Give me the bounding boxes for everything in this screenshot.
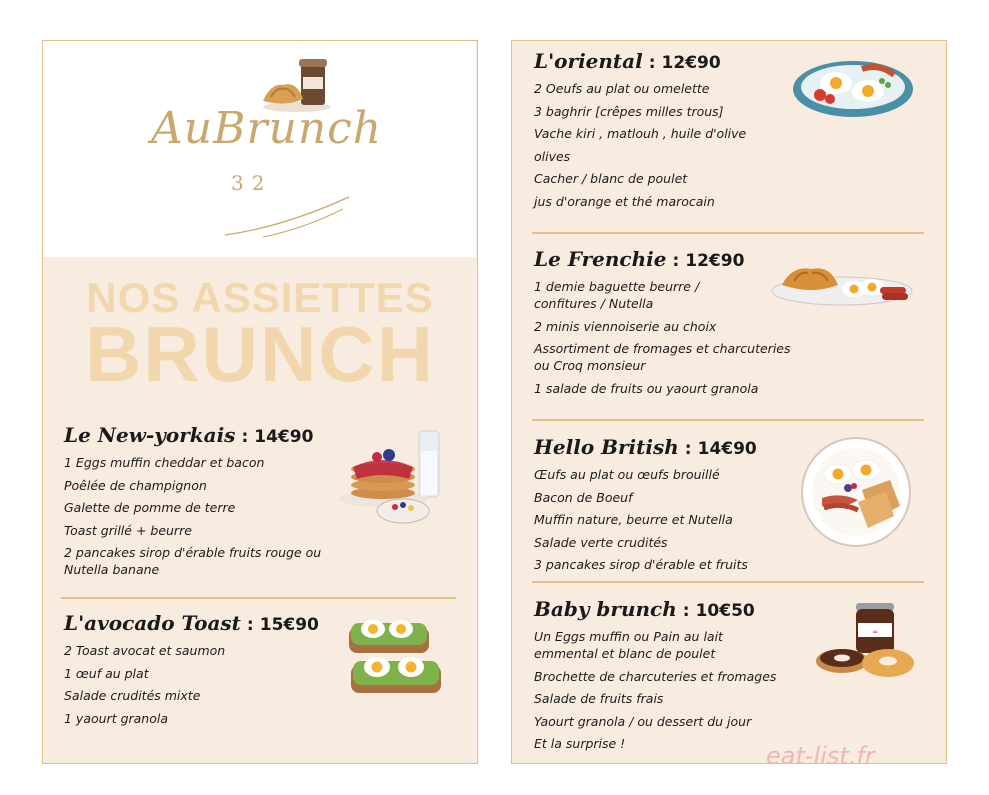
- colon: :: [241, 427, 249, 447]
- menu-item: 1 œuf au plat: [64, 665, 149, 681]
- brand-name: AuBrunch: [151, 103, 383, 154]
- section-divider: [532, 232, 924, 234]
- pancakes-icon: [339, 427, 449, 527]
- avocado-toast-icon: [343, 613, 447, 697]
- menu-item: Vache kiri , matlouh , huile d'olive: [534, 126, 747, 141]
- section-price: 12€90: [661, 53, 721, 73]
- menu-item: Œufs au plat ou œufs brouillé: [534, 467, 720, 482]
- menu-item: Brochette de charcuteries et fromages: [534, 668, 777, 684]
- item-list: [64, 454, 364, 578]
- menu-item: Galette de pomme de terre: [64, 500, 236, 515]
- right-menu-panel: [511, 40, 947, 764]
- section-price: 15€90: [259, 615, 319, 635]
- menu-item: Et la surprise !: [534, 736, 626, 751]
- section-name: Le New-yorkais: [64, 423, 236, 447]
- section-name: Le Frenchie: [534, 247, 667, 271]
- nutella-donut-icon: [812, 599, 918, 683]
- menu-section-oriental: [534, 49, 824, 215]
- menu-item: Salade verte crudités: [534, 534, 668, 550]
- menu-item: Un Eggs muffin ou Pain au lait emmental et blanc de poulet: [534, 629, 723, 661]
- menu-item: Salade crudités mixte: [64, 688, 201, 703]
- menu-item: Yaourt granola / ou dessert du jour: [534, 713, 752, 729]
- section-header: [534, 435, 814, 463]
- item-list: [534, 80, 824, 210]
- swoosh-decoration: [223, 191, 353, 241]
- british-breakfast-icon: [800, 436, 912, 548]
- menu-section-baby-brunch: [534, 597, 834, 758]
- section-name: Hello British: [534, 435, 679, 459]
- menu-section-avocado-toast: [64, 611, 364, 732]
- section-header: [534, 597, 834, 625]
- menu-item: Bacon de Boeuf: [534, 489, 633, 505]
- menu-item: 3 baghrir [crêpes milles trous]: [534, 103, 724, 119]
- section-header: [64, 423, 364, 451]
- menu-item: olives: [534, 148, 571, 164]
- colon: :: [684, 439, 692, 459]
- menu-item: jus d'orange et thé marocain: [534, 193, 715, 209]
- svg-text:≈: ≈: [872, 628, 878, 636]
- headline-line2: BRUNCH: [85, 310, 435, 398]
- section-header: [64, 611, 364, 639]
- item-list: [64, 642, 364, 727]
- section-price: 14€90: [254, 427, 314, 447]
- menu-section-hello-british: [534, 435, 814, 579]
- watermark: eat-list.fr: [766, 742, 875, 770]
- left-menu-panel: [42, 40, 478, 764]
- colon: :: [672, 251, 680, 271]
- section-price: 10€50: [695, 601, 755, 621]
- croissant-plate-icon: [768, 259, 914, 309]
- section-name: L'oriental: [534, 49, 643, 73]
- item-list: [534, 628, 834, 752]
- menu-item: 1 salade de fruits ou yaourt granola: [534, 380, 759, 396]
- menu-item: 1 Eggs muffin cheddar et bacon: [64, 455, 265, 470]
- section-name: Baby brunch: [534, 597, 677, 621]
- logo-area: [43, 41, 476, 257]
- menu-item: 2 minis viennoiserie au choix: [534, 318, 717, 334]
- section-price: 14€90: [697, 439, 757, 459]
- menu-item: 1 demie baguette beurre / confitures / Nutella: [534, 279, 700, 311]
- section-divider: [532, 581, 924, 583]
- brand-number: 32: [231, 171, 273, 195]
- section-header: [534, 49, 824, 77]
- menu-section-new-yorkais: [64, 423, 364, 584]
- menu-item: 2 Oeufs au plat ou omelette: [534, 81, 710, 96]
- menu-item: Assortiment de fromages et charcuteries ou Croq monsieur: [534, 341, 791, 373]
- menu-item: Toast grillé + beurre: [64, 522, 192, 538]
- menu-item: Muffin nature, beurre et Nutella: [534, 512, 733, 527]
- menu-item: 1 yaourt granola: [64, 710, 169, 726]
- menu-item: Salade de fruits frais: [534, 691, 664, 706]
- menu-item: 2 pancakes sirop d'érable fruits rouge ou Nutella banane: [64, 545, 322, 577]
- menu-item: Cacher / blanc de poulet: [534, 171, 688, 186]
- menu-item: 2 Toast avocat et saumon: [64, 643, 226, 658]
- section-divider: [532, 419, 924, 421]
- section-divider: [61, 597, 456, 599]
- section-price: 12€90: [685, 251, 745, 271]
- menu-item: 3 pancakes sirop d'érable et fruits: [534, 557, 748, 572]
- colon: :: [682, 601, 690, 621]
- headline-line1: NOS ASSIETTES: [86, 274, 434, 321]
- item-list: [534, 466, 814, 573]
- colon: :: [246, 615, 254, 635]
- eggs-plate-icon: [790, 57, 916, 119]
- menu-item: Poêlée de champignon: [64, 477, 207, 493]
- colon: :: [648, 53, 656, 73]
- section-name: L'avocado Toast: [64, 611, 241, 635]
